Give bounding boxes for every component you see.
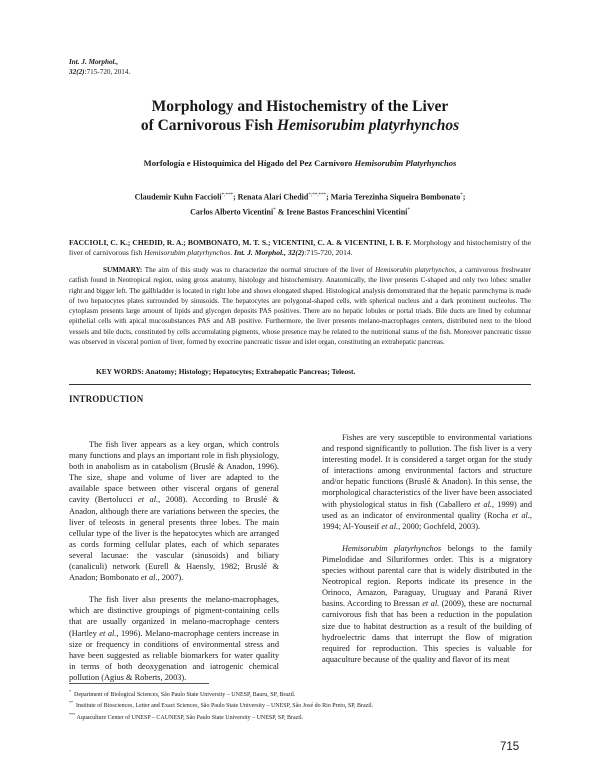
footnote: * Department of Biological Sciences, São Paulo State University – UNESP, Bauru, SP, Brazil. — [69, 689, 296, 698]
species-name: Hemisorubim platyrhynchos — [342, 543, 442, 553]
footnote-divider — [69, 683, 209, 684]
author-affiliation-mark: *;**;*** — [308, 193, 327, 198]
author-affiliation-mark: * — [273, 207, 276, 213]
article-title — [60, 97, 540, 135]
author-name: Carlos Alberto Vicentini — [190, 207, 274, 217]
spanish-title: Morfología e Histoquímica del Hígado del Pez Carnívoro Hemisorubim Platyrhynchos — [143, 158, 457, 168]
author-line-2: Carlos Alberto Vicentini* & Irene Bastos Franceschini Vicentini* — [190, 207, 410, 217]
page-number: 715 — [500, 741, 520, 753]
footnote: ** Institute of Biosciences, Letter and Exact Sciences, São Paulo State University – UNESP, São José do Rio Preto, SP, Brazil. — [69, 700, 374, 710]
citation-species: Hemisorubim platyrhynchos — [144, 248, 231, 258]
author-affiliation-mark: *;*** — [221, 193, 233, 198]
journal-volume: 32(2) — [69, 67, 85, 76]
abstract-summary: SUMMARY: The aim of this study was to characterize the normal structure of the liver of Hemisorubin platyrhynchos, a carnivorous freshwater catfish found in Neotropical region, using gross anatomy, histology and histochemistry. Anatomically, the liver presents C-shaped and only two lobes: smaller right and bigger left. The gallbladder is located in right lobe and shows elongated shaped. Histological analysis demonstrated that the hepatic parenchyma is made of two hepatocytes plates surrounded by sinusoids. The hepatocytes are polygonal-shaped cells, with spherical nucleus and a dark prominent nucleolus. The cytoplasm presents large amount of lipids and glycogen deposits PAS positives. There are no hepatic lobules or portal triads. Bile ducts are lined by columnar epithelial cells with apical mucosubstances PAS and AB positive. Furthermore, the liver presents melano-macrophages centers, distributed next to the blood vessels and bile ducts, constituted by cells accumulating pigments, whose presence may be related to the nutritional status of the fish. Moreover pancreatic tissue was observed in visceral portion of liver, formed by exocrine pancreatic tissue and islet organ, constituting an extrahepatic pancreas. — [69, 266, 532, 347]
title-species: Hemisorubim platyrhynchos — [277, 117, 460, 134]
footnotes — [69, 688, 531, 722]
citation-journal: Int. J. Morphol., 32(2) — [234, 248, 305, 258]
title-line-1: Morphology and Histochemistry of the Liver — [151, 98, 449, 115]
footnote: *** Aquaculture Center of UNESP – CAUNESP, São Paulo State University – UNESP, SP, Brazil. — [69, 711, 304, 721]
author-name: Irene Bastos Franceschini Vicentini — [286, 207, 408, 217]
right-column — [322, 432, 532, 665]
citation-authors: FACCIOLI, C. K.; CHEDID, R. A.; BOMBONATO, M. T. S.; VICENTINI, C. A. & VICENTINI, I. B. F. — [69, 238, 412, 247]
title-line-2: of Carnivorous Fish Hemisorubim platyrhynchos — [140, 117, 460, 134]
author-name: Claudemir Kuhn Faccioli — [134, 192, 222, 202]
keywords-label: KEY WORDS: — [96, 367, 144, 376]
author-affiliation-mark: * — [460, 193, 463, 198]
author-line-1: Claudemir Kuhn Faccioli*;***; Renata Alari Chedid*;**;***; Maria Terezinha Siqueira Bombonato*; — [134, 192, 466, 202]
keywords-text: Anatomy; Histology; Hepatocytes; Extrahepatic Pancreas; Teleost. — [143, 367, 356, 376]
author-affiliation-mark: * — [407, 207, 410, 213]
section-heading-introduction: INTRODUCTION — [69, 394, 144, 404]
author-name: Renata Alari Chedid — [237, 192, 309, 202]
journal-reference — [69, 58, 130, 77]
citation-block: FACCIOLI, C. K.; CHEDID, R. A.; BOMBONATO, M. T. S.; VICENTINI, C. A. & VICENTINI, I. B. F. Morphology and histochemistry of the liver of carnivorous fish Hemisorubim platyrhynchos. Int. J. Morphol., 32(2):715-720, 2014. — [69, 238, 532, 258]
keywords — [96, 367, 526, 376]
paragraph: Fishes are very susceptible to environmental variations and respond significantly to pollution. The fish liver is a very interesting model. It is considered a target organ for the study of interactions among environmental factors and structure and/or hepatic functions (Bruslé & Anadon). In this sense, the morphological characteristics of the liver have been associated with physiological status in fish (Caballero et al., 1999) and used as an indicator of environmental quality (Rocha et al., 1994; Al-Youseif et al., 2000; Gochfeld, 2003). — [322, 433, 533, 531]
author-list — [60, 189, 540, 218]
author-name: Maria Terezinha Siqueira Bombonato — [330, 192, 461, 202]
summary-species: Hemisorubin platyrhynchos — [375, 266, 455, 274]
left-column — [69, 439, 279, 683]
paragraph: The fish liver also presents the melano-macrophages, which are distinctive groupings of pigment-containing cells that are usually organized in melano-macrophage centers (Hartley et al., 1996). Melano-macrophage centers increase in size or frequency in conditions of environmental stress and have been suggested as reliable biomarkers for water quality in terms of both deoxygenation and iatrogenic chemical pollution (Agius & Roberts, 2003). — [69, 595, 279, 682]
journal-name: Int. J. Morphol., — [69, 58, 119, 66]
paragraph: The fish liver appears as a key organ, which controls many functions and plays an important role in fish physiology, both in anabolism as in catabolism (Bruslé & Anadon, 1996). The size, shape and volume of liver are adapted to the available space between other visceral organs of general cavity (Bertolucci et al., 2008). According to Bruslé & Anadon, although there are variations between the species, the liver of teleosts in general presents three lobes. The main cellular type of the liver is the hepatocytes which are arranged as cords forming cellular plates, each of which separates several lacunae: the vascular (sinusoids) and biliary (canaliculi) network (Eurell & Haensly, 1982; Bruslé & Anadon; Bombonato et al., 2007). — [69, 440, 279, 583]
spanish-title-species: Hemisorubim Platyrhynchos — [354, 158, 457, 168]
section-divider — [69, 384, 531, 385]
summary-label: SUMMARY: — [103, 266, 143, 274]
journal-pages: :715-720, 2014. — [84, 67, 131, 76]
paragraph: Hemisorubim platyrhynchos belongs to the family Pimelodidae and Siluriformes order. This is a migratory species without parental care that is widely distributed in the Neotropical region. Reports indicate its presence in the Orinoco, Amazon, Paraguay, Uruguay and Paraná River basins. According to Bressan et al. (2009), these are nocturnal carnivorous fish that has been a reduction in the population size due to habitat destruction as a result of the building of hydroelectric dams that interrupt the flow of migration required for reproduction. This species is valuable for aquaculture because of the quality and flavor of its meat — [322, 543, 532, 664]
